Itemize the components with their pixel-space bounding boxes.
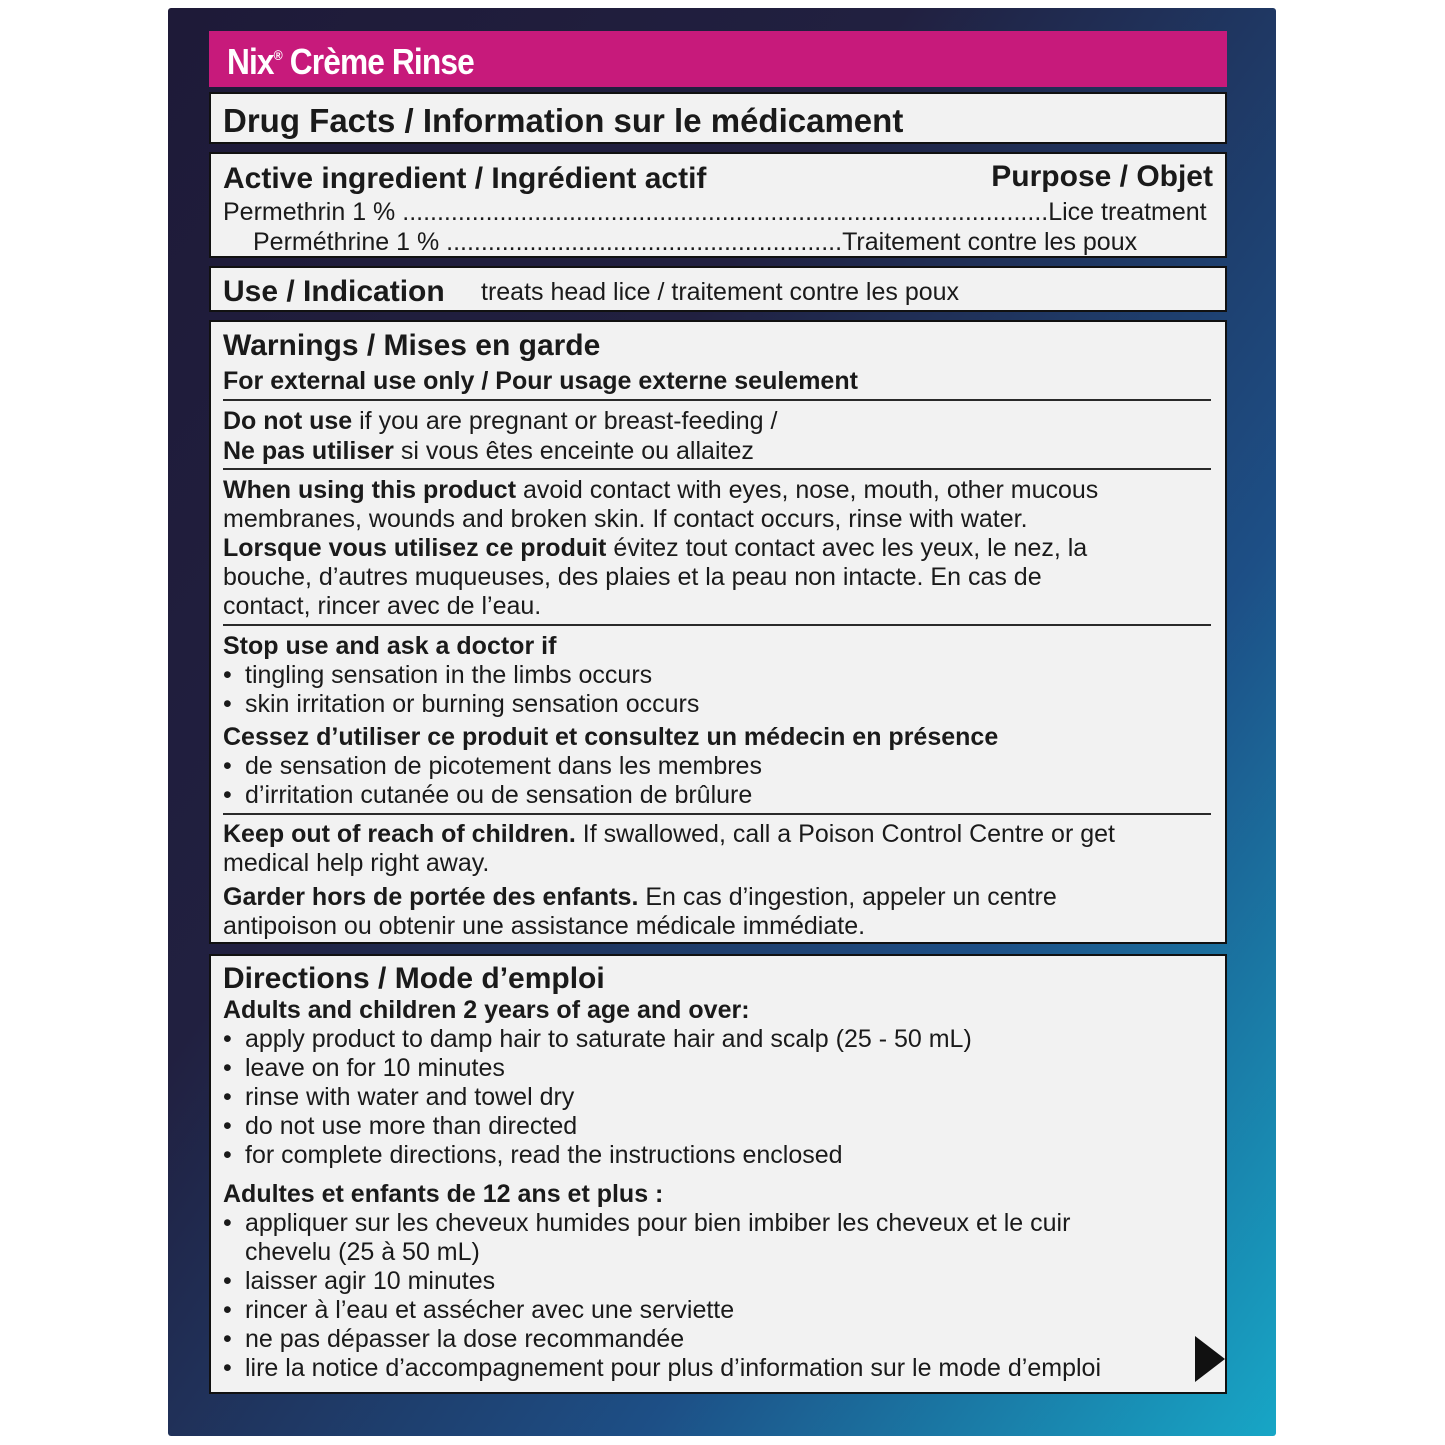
directions-heading: Directions / Mode d’emploi (223, 962, 605, 995)
drug-facts-title: Drug Facts / Information sur le médicament (223, 102, 904, 139)
lorsque-line3: contact, rincer avec de l’eau. (223, 592, 542, 620)
purpose-heading: Purpose / Objet (991, 160, 1213, 193)
stop-use-heading: Stop use and ask a doctor if (223, 632, 557, 660)
keep-out-line1: Keep out of reach of children. If swallowed, call a Poison Control Centre or get (223, 820, 1115, 848)
adultes-item: • appliquer sur les cheveux humides pour bien imbiber les cheveux et le cuir (245, 1211, 1070, 1236)
use-text: treats head lice / traitement contre les poux (481, 278, 960, 306)
adults-heading: Adults and children 2 years of age and over: (223, 996, 750, 1024)
ingredient-line-fr (253, 228, 1217, 257)
cessez-heading: Cessez d’utiliser ce produit et consultez un médecin en présence (223, 723, 999, 751)
do-not-use-line: Do not use if you are pregnant or breast-feeding / (223, 407, 778, 435)
stop-item: • skin irritation or burning sensation occurs (245, 692, 699, 717)
warnings-panel (209, 320, 1227, 944)
ne-pas-utiliser-line: Ne pas utiliser si vous êtes enceinte ou allaitez (223, 437, 754, 465)
use-panel (209, 266, 1227, 312)
purpose-fr: Traitement contre les poux (842, 228, 1138, 256)
product-banner (209, 31, 1227, 87)
product-name: Nix® Crème Rinse (227, 41, 474, 82)
leader-dots-fr: ......................................................... (446, 228, 843, 256)
ingredient-line-en (223, 198, 1217, 227)
divider (223, 399, 1211, 401)
adults-item: • apply product to damp hair to saturate hair and scalp (25 - 50 mL) (245, 1027, 972, 1052)
keep-out-line2: medical help right away. (223, 849, 490, 877)
active-ingredient-heading: Active ingredient / Ingrédient actif (223, 162, 707, 195)
adults-item: • do not use more than directed (245, 1114, 577, 1139)
adults-item: • for complete directions, read the instructions enclosed (245, 1143, 843, 1168)
leader-dots-en: ............................................................................................. (402, 198, 1049, 226)
purpose-en: Lice treatment (1048, 198, 1207, 226)
lorsque-line1: Lorsque vous utilisez ce produit évitez tout contact avec les yeux, le nez, la (223, 534, 1088, 562)
stop-item: • tingling sensation in the limbs occurs (245, 663, 652, 688)
cessez-item: • d’irritation cutanée ou de sensation de brûlure (245, 783, 752, 808)
when-using-line1: When using this product avoid contact with eyes, nose, mouth, other mucous (223, 476, 1099, 504)
lorsque-line2: bouche, d’autres muqueuses, des plaies et la peau non intacte. En cas de (223, 563, 1042, 591)
drug-facts-title-panel (209, 92, 1227, 144)
garder-line1: Garder hors de portée des enfants. En cas d’ingestion, appeler un centre (223, 883, 1057, 911)
adults-item: • leave on for 10 minutes (245, 1056, 505, 1081)
warnings-heading: Warnings / Mises en garde (223, 329, 601, 362)
active-ingredient-panel (209, 152, 1227, 258)
adultes-item: • ne pas dépasser la dose recommandée (245, 1327, 684, 1352)
garder-line2: antipoison ou obtenir une assistance médicale immédiate. (223, 912, 866, 940)
adultes-heading: Adultes et enfants de 12 ans et plus : (223, 1180, 664, 1208)
divider (223, 624, 1211, 626)
adultes-item: • rincer à l’eau et assécher avec une serviette (245, 1298, 734, 1323)
adultes-item: • lire la notice d’accompagnement pour plus d’information sur le mode d’emploi (245, 1356, 1101, 1381)
ingredient-en: Permethrin 1 % (223, 198, 403, 226)
adults-item: • rinse with water and towel dry (245, 1085, 574, 1110)
cessez-item: • de sensation de picotement dans les membres (245, 754, 762, 779)
use-label: Use / Indication (223, 275, 445, 308)
adultes-item-continued: chevelu (25 à 50 mL) (245, 1238, 480, 1266)
external-use-note: For external use only / Pour usage externe seulement (223, 367, 858, 395)
directions-panel (209, 954, 1227, 1394)
when-using-line2: membranes, wounds and broken skin. If contact occurs, rinse with water. (223, 505, 1028, 533)
ingredient-fr: Perméthrine 1 % (253, 228, 447, 256)
continue-arrow-icon (1195, 1336, 1225, 1382)
divider (223, 468, 1211, 470)
adultes-item: • laisser agir 10 minutes (245, 1269, 495, 1294)
divider (223, 813, 1211, 815)
